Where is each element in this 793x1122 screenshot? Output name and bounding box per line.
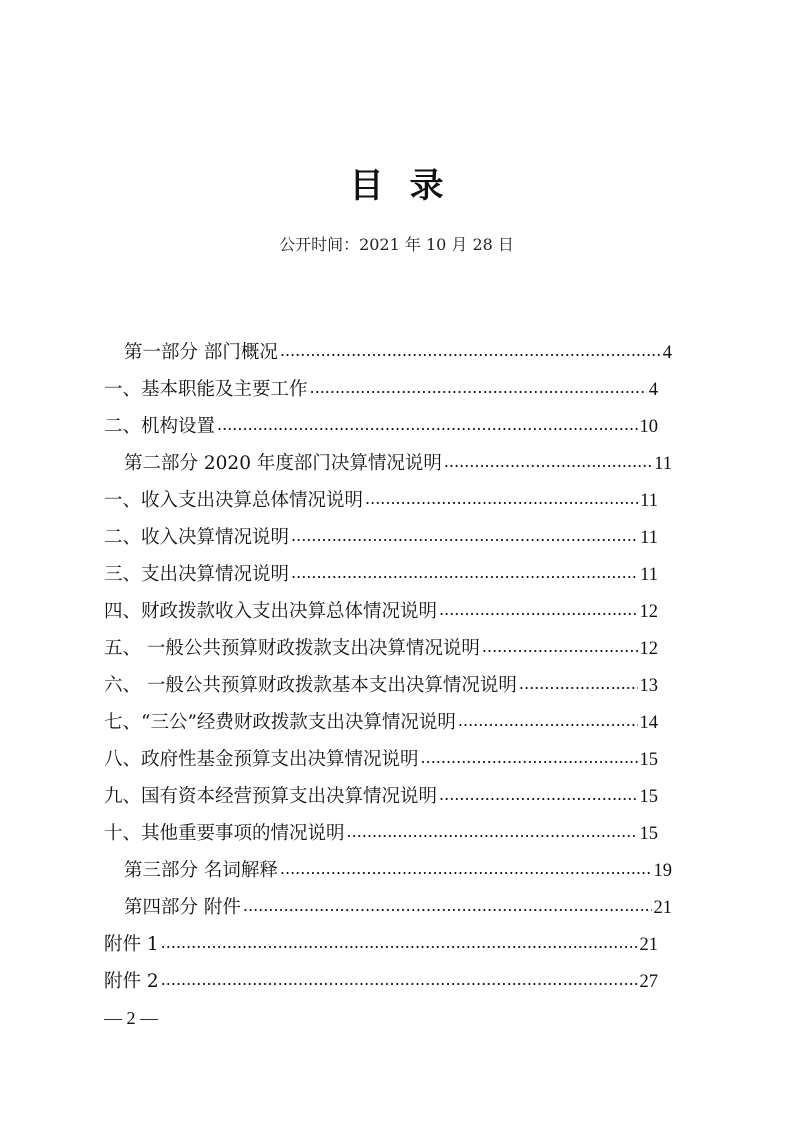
toc-entry-page: 11: [640, 491, 658, 511]
toc-entry[interactable]: [104, 412, 658, 442]
toc-entry-label: 八、政府性基金预算支出决算情况说明: [104, 749, 419, 770]
toc-leader-dots: [519, 669, 638, 699]
toc-entry-page: 21: [653, 898, 672, 918]
toc-entry-attachment-2[interactable]: [104, 967, 658, 997]
toc-entry-label: 第一部分 部门概况: [124, 342, 278, 363]
toc-entry-page: 21: [639, 935, 658, 955]
toc-entry-page: 4: [662, 343, 672, 363]
toc-leader-dots: [291, 558, 638, 588]
toc-entry-part-1[interactable]: [124, 338, 672, 368]
toc-entry-label: 七、“三公”经费财政拨款支出决算情况说明: [104, 712, 456, 733]
toc-entry[interactable]: [104, 560, 658, 590]
toc-entry-page: 15: [639, 750, 658, 770]
toc-entry-label: 四、财政拨款收入支出决算总体情况说明: [104, 601, 438, 622]
toc-leader-dots: [217, 410, 637, 440]
toc-entry-page: 12: [639, 602, 658, 622]
toc-entry-label: 二、收入决算情况说明: [104, 527, 290, 548]
toc-entry-label: 一、收入支出决算总体情况说明: [104, 490, 364, 511]
toc-leader-dots: [347, 817, 638, 847]
toc-entry[interactable]: [104, 745, 658, 775]
toc-leader-dots: [161, 928, 638, 958]
toc-entry-page: 14: [639, 713, 658, 733]
toc-entry[interactable]: [104, 634, 658, 664]
toc-entry-part-2[interactable]: [124, 449, 672, 479]
toc-leader-dots: [482, 632, 638, 662]
toc-leader-dots: [310, 373, 647, 403]
toc-leader-dots: [291, 521, 638, 551]
toc-leader-dots: [280, 336, 661, 366]
toc-entry-label: 十、其他重要事项的情况说明: [104, 823, 345, 844]
toc-leader-dots: [161, 965, 638, 995]
toc-entry-page: 11: [640, 528, 658, 548]
toc-entry-label: 五、 一般公共预算财政拨款支出决算情况说明: [104, 638, 480, 659]
toc-entry-page: 4: [648, 380, 658, 400]
toc-entry-page: 11: [640, 565, 658, 585]
toc-leader-dots: [280, 854, 652, 884]
toc-entry[interactable]: [104, 708, 658, 738]
toc-entry-page: 15: [639, 787, 658, 807]
toc-entry-attachment-1[interactable]: [104, 930, 658, 960]
toc-entry-page: 11: [654, 454, 672, 474]
toc-entry[interactable]: [104, 782, 658, 812]
toc-entry[interactable]: [104, 486, 658, 516]
toc-entry-page: 12: [639, 639, 658, 659]
toc-entry-label: 九、国有资本经营预算支出决算情况说明: [104, 786, 438, 807]
toc-entry-part-4[interactable]: [124, 893, 672, 923]
toc-entry-page: 10: [639, 417, 658, 437]
toc-entry-page: 27: [639, 972, 658, 992]
toc-entry-label: 附件 1: [104, 934, 159, 955]
toc-leader-dots: [365, 484, 638, 514]
page-number: — 2 —: [104, 1008, 158, 1028]
toc-entry-label: 二、机构设置: [104, 416, 216, 437]
toc-entry-page: 19: [653, 861, 672, 881]
toc-entry[interactable]: [104, 671, 658, 701]
toc-entry-label: 第二部分 2020 年度部门决算情况说明: [124, 453, 442, 474]
toc-entry[interactable]: [104, 523, 658, 553]
title-char-1: 目: [349, 166, 384, 206]
document-title: [0, 158, 793, 207]
toc-entry[interactable]: [104, 597, 658, 627]
toc-entry-label: 六、 一般公共预算财政拨款基本支出决算情况说明: [104, 675, 517, 696]
toc-leader-dots: [439, 780, 637, 810]
toc-entry-label: 附件 2: [104, 971, 159, 992]
toc-leader-dots: [439, 595, 637, 625]
title-char-2: 录: [409, 166, 444, 206]
toc-leader-dots: [421, 743, 638, 773]
toc-entry[interactable]: [104, 375, 658, 405]
publish-date: 公开时间：2021 年 10 月 28 日: [279, 235, 514, 254]
toc-leader-dots: [458, 706, 638, 736]
toc-entry-label: 第三部分 名词解释: [124, 860, 278, 881]
toc-entry-page: 15: [639, 824, 658, 844]
toc-leader-dots: [444, 447, 652, 477]
toc-entry-page: 13: [639, 676, 658, 696]
toc-entry[interactable]: [104, 819, 658, 849]
toc-entry-part-3[interactable]: [124, 856, 672, 886]
toc-leader-dots: [243, 891, 652, 921]
toc-entry-label: 第四部分 附件: [124, 897, 241, 918]
toc-entry-label: 一、基本职能及主要工作: [104, 379, 308, 400]
toc-entry-label: 三、支出决算情况说明: [104, 564, 290, 585]
